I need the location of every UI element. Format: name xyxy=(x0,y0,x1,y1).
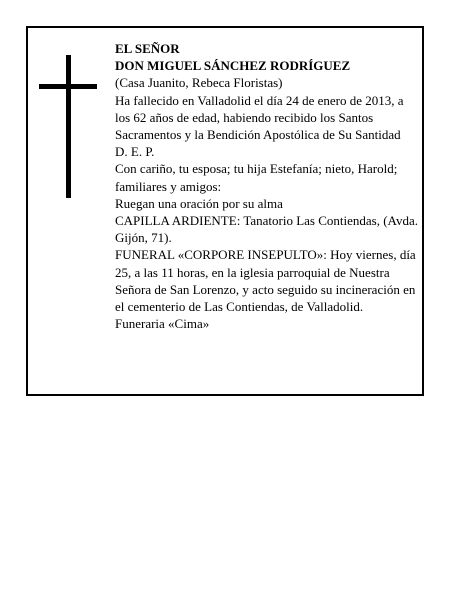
deceased-name: DON MIGUEL SÁNCHEZ RODRÍGUEZ xyxy=(115,58,351,74)
cross-horizontal-bar xyxy=(39,84,97,89)
chapel-info: CAPILLA ARDIENTE: Tanatorio Las Contiendas, (Avda. Gijón, 71). xyxy=(115,213,418,246)
notice-title: EL SEÑOR xyxy=(115,41,180,56)
prayer-line: Ruegan una oración por su alma xyxy=(115,195,283,211)
family-line: Con cariño, tu esposa; tu hija Estefanía; nieto, Harold; familiares y amigos: xyxy=(115,161,398,194)
notice-text-block xyxy=(115,40,421,332)
funeral-home: Funeraria «Cima» xyxy=(115,316,210,332)
funeral-info: FUNERAL «CORPORE INSEPULTO»: Hoy viernes, día 25, a las 11 horas, en la iglesia parroquial de Nuestra Señora de San Lorenzo, y acto seguido su incineración en el cementerio de Las Contiendas, de Valladolid. xyxy=(115,247,416,315)
rip-line: D. E. P. xyxy=(115,144,155,160)
death-statement: Ha fallecido en Valladolid el día 24 de enero de 2013, a los 62 años de edad, habiendo recibido los Santos Sacramentos y la Bendición Apostólica de Su Santidad xyxy=(115,92,404,143)
deceased-alias: (Casa Juanito, Rebeca Floristas) xyxy=(115,75,283,91)
cross-vertical-bar xyxy=(66,55,71,198)
obituary-notice xyxy=(26,26,424,396)
